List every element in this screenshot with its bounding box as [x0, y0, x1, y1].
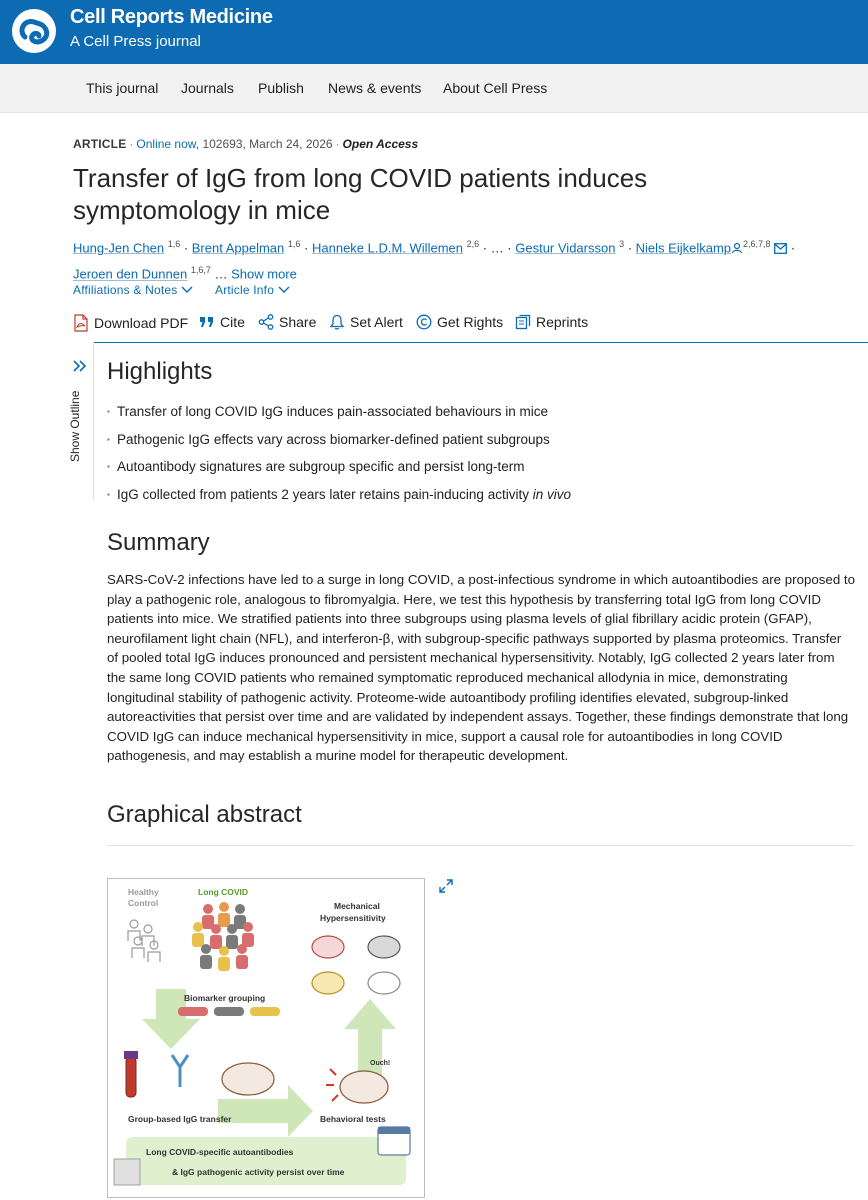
article-info-toggle[interactable] — [215, 283, 290, 297]
biomarker-groups-icon — [178, 1007, 280, 1016]
calendar-icon — [378, 1127, 410, 1155]
graphical-abstract-figure[interactable] — [107, 878, 425, 1198]
nav-publish[interactable]: Publish — [258, 80, 304, 96]
download-pdf-button[interactable] — [73, 314, 188, 332]
email-icon[interactable] — [774, 243, 787, 254]
cite-label: Cite — [220, 314, 245, 330]
author-link[interactable]: Hung-Jen Chen — [73, 240, 165, 256]
section-divider — [107, 845, 854, 846]
ga-label-long-covid: Long COVID — [198, 887, 249, 897]
pain-mouse-icon — [326, 1069, 388, 1103]
pdf-icon — [73, 314, 89, 332]
author-affiliation: 3 — [619, 239, 625, 249]
author-list: Hung-Jen Chen $^{1,6}$ · Brent Appelman $^{1,6}$ · Hanneke L.D.M. Willemen $^{2,6}$ · … · Gestur Vidarsson $^3$ · Niels Eijkelkamp $^{2,6,7,8}$ · Jeroen den Dunnen $^{1,6,7}$ … Show more — [73, 239, 796, 282]
ga-label-ouch: Ouch! — [370, 1060, 391, 1067]
author-affiliation: 1,6 — [287, 239, 301, 249]
antibody-icon — [172, 1055, 188, 1087]
persistence-banner — [126, 1137, 406, 1185]
reprints-button[interactable] — [515, 314, 588, 330]
ga-label-persist-2: & IgG pathogenic activity persist over time — [172, 1167, 345, 1177]
ga-label-persist-1: Long COVID-specific autoantibodies — [146, 1147, 294, 1157]
online-now-link[interactable]: Online now — [136, 137, 196, 151]
cell-press-logo-icon[interactable] — [10, 7, 58, 55]
author-link[interactable]: Hanneke L.D.M. Willemen — [311, 240, 463, 256]
site-header — [0, 0, 868, 64]
nav-about-cell-press[interactable]: About Cell Press — [443, 80, 548, 96]
get-rights-button[interactable] — [416, 314, 503, 330]
blood-tube-icon — [124, 1051, 138, 1097]
protein-array-icon — [114, 1159, 140, 1185]
highlight-item: ▪ Pathogenic IgG effects vary across biomarker-defined patient subgroups — [107, 426, 847, 454]
author-link[interactable]: Niels Eijkelkamp — [635, 240, 732, 256]
share-label: Share — [279, 314, 317, 330]
graphical-abstract-heading: Graphical abstract — [107, 801, 302, 828]
bell-icon — [329, 314, 345, 330]
mouse-icon — [222, 1063, 274, 1095]
main-nav — [0, 64, 868, 113]
summary-heading: Summary — [107, 529, 210, 556]
person-icon — [731, 242, 743, 254]
share-icon — [258, 314, 274, 330]
affiliations-notes-toggle[interactable] — [73, 283, 193, 297]
download-pdf-label: Download PDF — [94, 315, 189, 331]
reprints-icon — [515, 314, 531, 330]
meta-separator: · — [129, 137, 134, 151]
article-info-label: Article Info — [215, 283, 275, 297]
ga-label-hypersensitivity: Hypersensitivity — [320, 913, 386, 923]
author-affiliation: 2,6 — [466, 239, 480, 249]
ga-label-mechanical: Mechanical — [334, 901, 380, 911]
journal-subtitle: A Cell Press journal — [70, 33, 201, 50]
graphical-abstract-illustration — [108, 879, 425, 1198]
highlights-list — [107, 398, 847, 508]
ga-label-healthy: Healthy — [128, 887, 159, 897]
highlight-item: ▪ Transfer of long COVID IgG induces pain-associated behaviours in mice — [107, 398, 847, 426]
article-details: , 102693, March 24, 2026 — [195, 137, 333, 151]
highlight-item: ▪ Autoantibody signatures are subgroup specific and persist long-term — [107, 453, 847, 481]
summary-text: SARS-CoV-2 infections have led to a surge in long COVID, a post-infectious syndrome in which autoantibodies are proposed to play a pathogenic role, analogous to fibromyalgia. Here, we test this hypothesis by transferring total IgG from long COVID patients into mice. We stratified patients into three subgroups using plasma levels of glial fibrillary acidic protein (GFAP), neurofilament light chain (NFL), and interferon-β, with subgroup-specific pathways supported by plasma proteomics. Transfer of pooled total IgG induces pronounced and persistent mechanical hypersensitivity. Notably, IgG collected 2 years later from the same long COVID patients who remained symptomatic reproduced mechanical allodynia in mice, demonstrating longitudinal stability of pathogenic activity. Proteome-wide autoantibody profiling identifies elevated, subgroup-linked autoreactivities that persist over time and are validated by independent assays. Together, these findings demonstrate that long COVID IgG can induce mechanical hypersensitivity in mice, support a causal role for autoantibodies in long COVID pathogenesis, and may establish a murine model for therapeutic development. — [107, 572, 855, 764]
authors-ellipsis: … — [214, 266, 228, 282]
set-alert-label: Set Alert — [350, 314, 403, 330]
healthy-people-icon — [128, 920, 160, 962]
italic-term: in vivo — [532, 486, 571, 502]
highlight-item: ▪ IgG collected from patients 2 years later retains pain-inducing activity in vivo — [107, 481, 847, 509]
journal-name[interactable]: Cell Reports Medicine — [70, 6, 273, 28]
nav-news-events[interactable]: News & events — [328, 80, 422, 96]
author-affiliation: 2,6,7,8 — [743, 239, 771, 249]
author-link[interactable]: Jeroen den Dunnen — [73, 266, 188, 282]
open-access-label: Open Access — [342, 137, 419, 151]
reprints-label: Reprints — [536, 314, 589, 330]
section-divider — [93, 342, 868, 343]
cite-button[interactable] — [199, 314, 245, 330]
author-link[interactable]: Brent Appelman — [191, 240, 285, 256]
double-chevron-right-icon — [73, 359, 87, 377]
ga-label-transfer: Group-based IgG transfer — [128, 1114, 232, 1124]
article-meta — [73, 137, 418, 151]
chevron-down-icon — [181, 286, 193, 294]
article-type: ARTICLE — [73, 137, 127, 151]
author-affiliation: 1,6,7 — [190, 265, 211, 276]
authors-ellipsis: … — [490, 240, 504, 256]
article-title: Transfer of IgG from long COVID patients induces symptomology in mice — [73, 163, 648, 225]
mouse-icon — [312, 936, 400, 994]
share-button[interactable] — [258, 314, 316, 330]
nav-journals[interactable]: Journals — [181, 80, 234, 96]
author-link[interactable]: Gestur Vidarsson — [515, 240, 616, 256]
set-alert-button[interactable] — [329, 314, 403, 330]
right-arrow-shape — [218, 1085, 313, 1137]
up-arrow-shape — [344, 999, 396, 1079]
ga-label-biomarker: Biomarker grouping — [184, 993, 266, 1003]
show-outline-toggle[interactable] — [66, 342, 94, 500]
author-affiliation: 1,6 — [167, 239, 181, 249]
copyright-icon — [416, 314, 432, 330]
nav-this-journal[interactable]: This journal — [86, 80, 159, 96]
show-outline-label: Show Outline — [68, 390, 82, 462]
show-more-authors-link[interactable]: Show more — [231, 266, 297, 282]
long-covid-people-icon — [192, 902, 254, 971]
highlights-heading: Highlights — [107, 358, 213, 385]
get-rights-label: Get Rights — [437, 314, 504, 330]
quote-icon — [199, 315, 215, 329]
affiliations-label: Affiliations & Notes — [73, 283, 178, 297]
meta-separator: · — [335, 137, 340, 151]
ga-label-behavioral: Behavioral tests — [320, 1114, 386, 1124]
expand-icon[interactable] — [438, 878, 454, 894]
chevron-down-icon — [278, 286, 290, 294]
ga-label-control: Control — [128, 898, 159, 908]
